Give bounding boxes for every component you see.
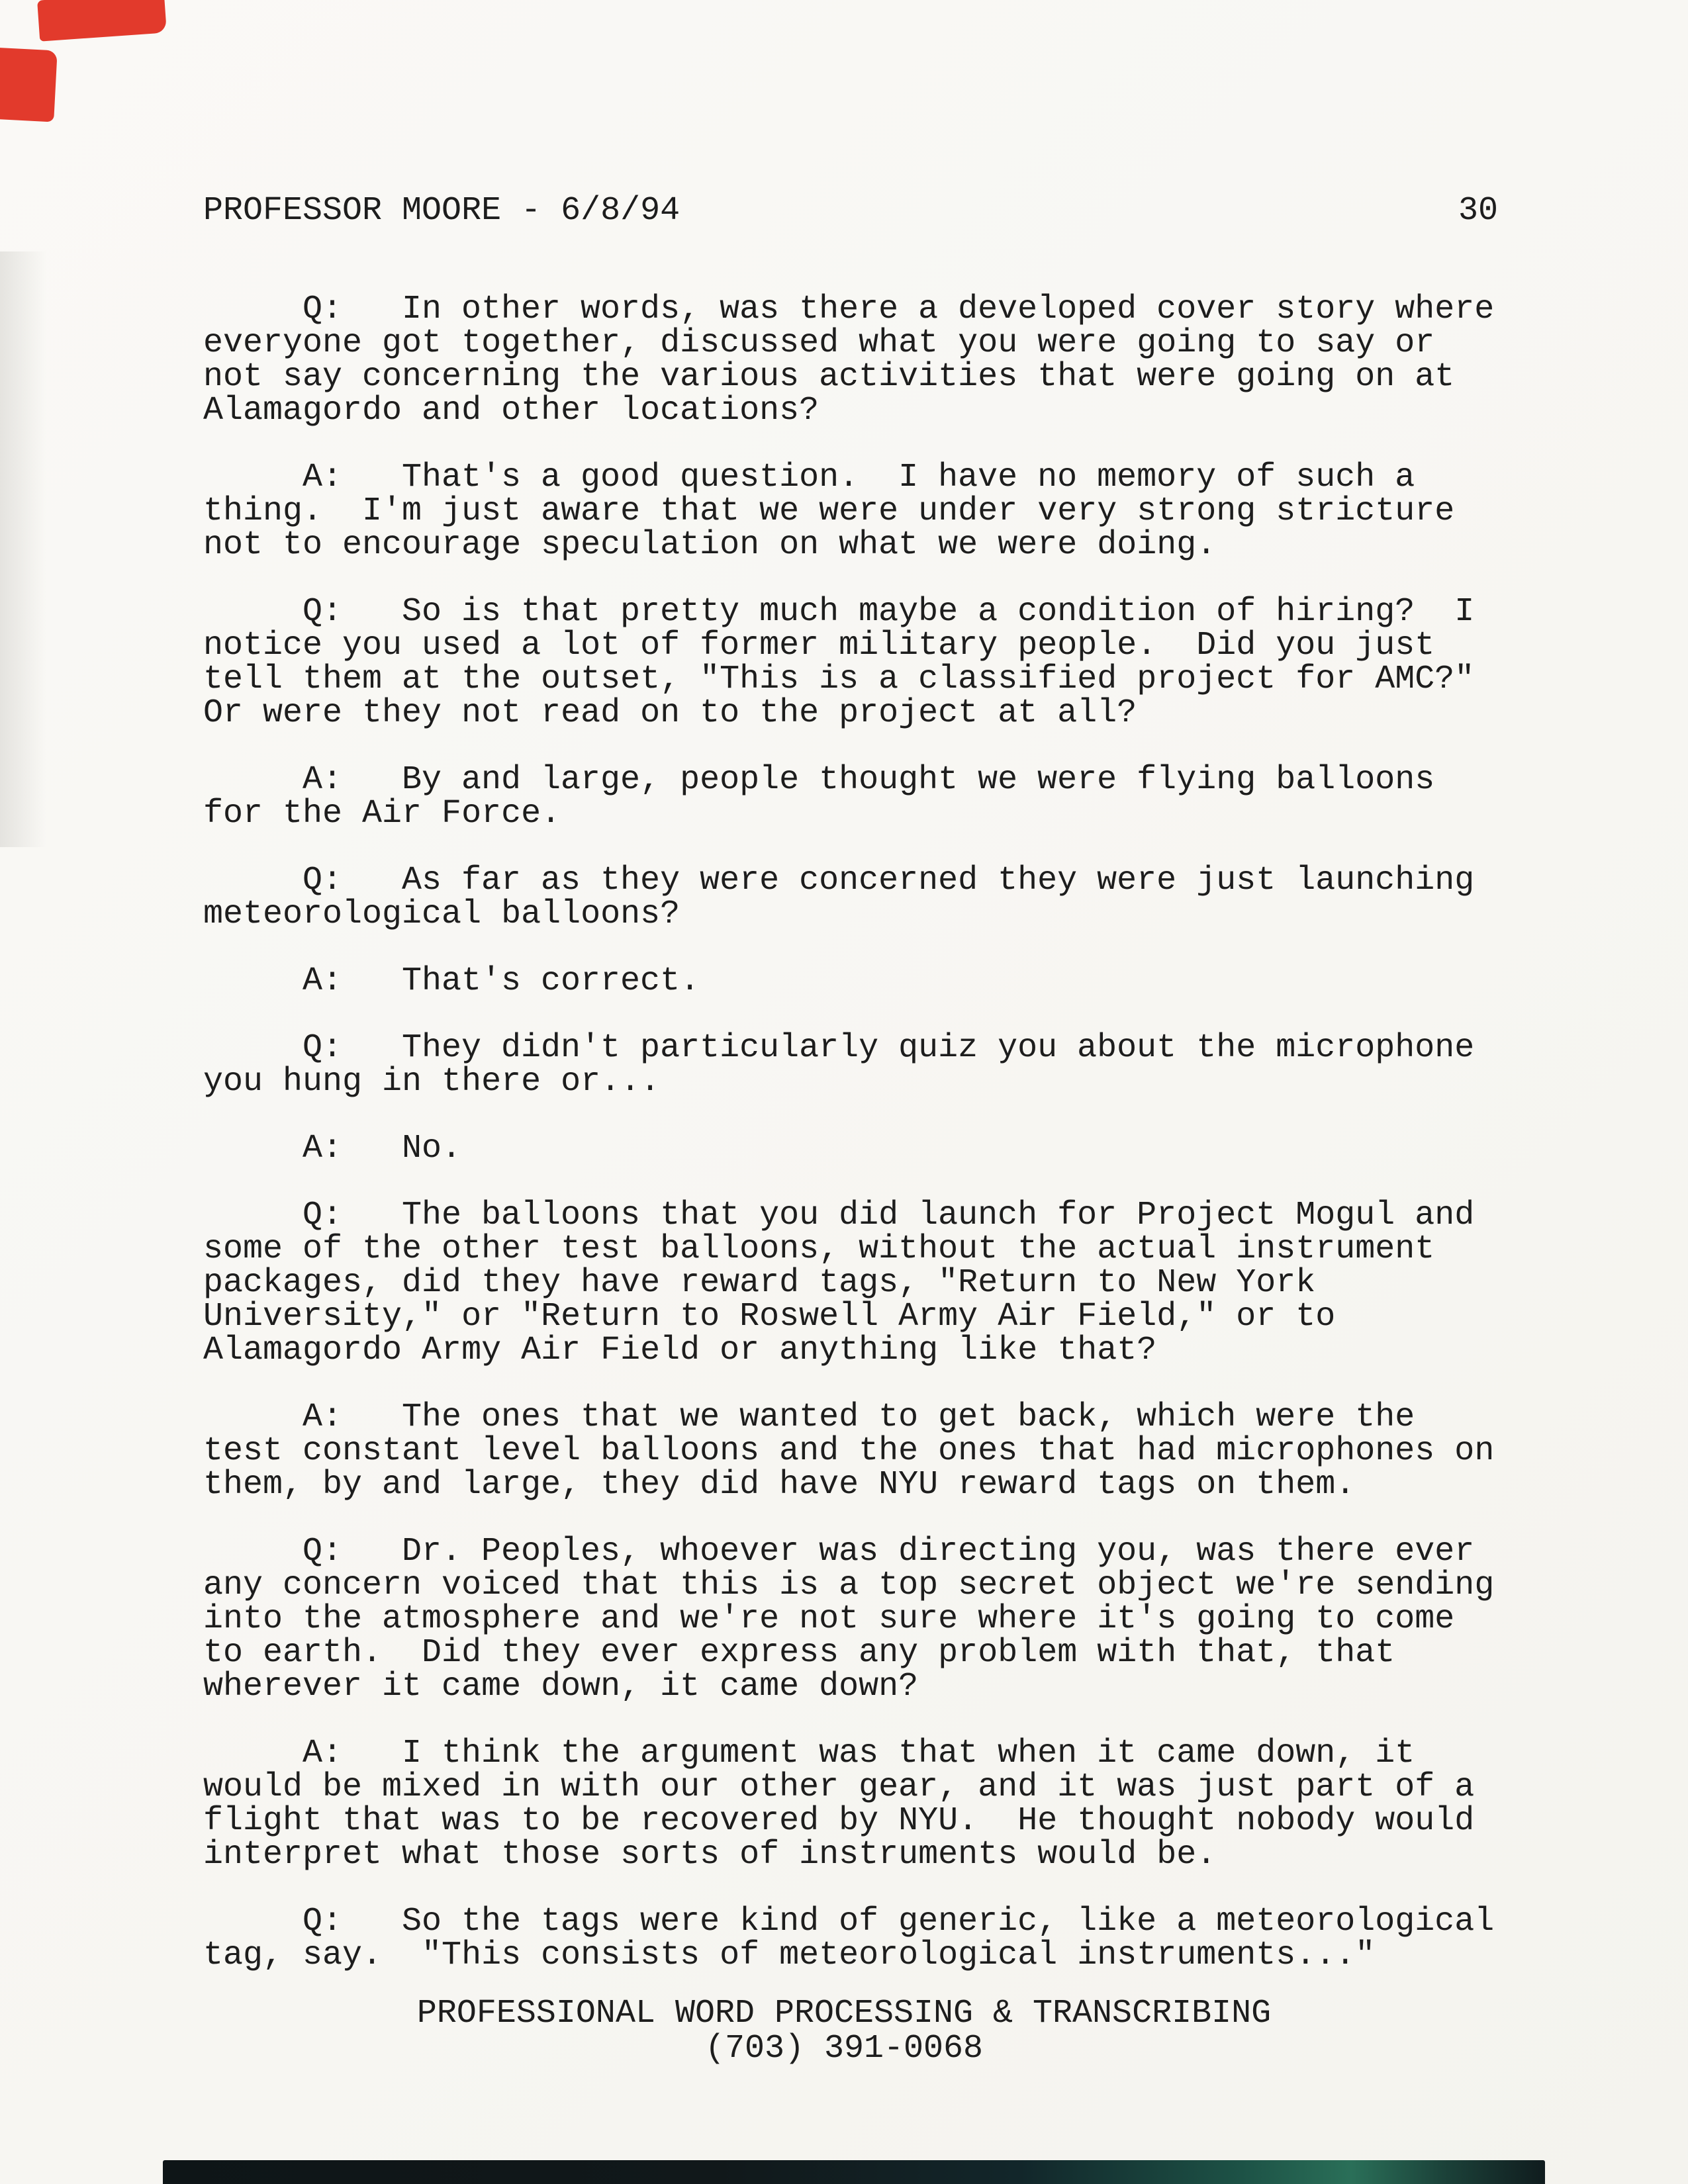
speaker-label: Q: xyxy=(303,593,343,631)
speaker-label: A: xyxy=(303,459,343,496)
paragraph-text: They didn't particularly quiz you about the microphone you hung in there or... xyxy=(203,1029,1495,1101)
speaker-label: Q: xyxy=(303,1903,343,1940)
transcript-paragraph xyxy=(203,1031,1506,1099)
transcript-paragraph xyxy=(203,1199,1506,1367)
paragraph-text: That's a good question. I have no memory of such a thing. I'm just aware that we were under very strong stricture not to encourage speculation on what we were doing. xyxy=(203,459,1475,564)
footer-line2: (703) 391-0068 xyxy=(704,2030,984,2068)
transcript-paragraph xyxy=(203,461,1506,562)
transcript-paragraph xyxy=(203,1533,1515,1706)
paragraph-text: So the tags were kind of generic, like a meteorological tag, say. "This consists of meteorological instruments..." xyxy=(203,1903,1515,1974)
speaker-label: A: xyxy=(303,761,343,799)
transcript-paragraph xyxy=(203,964,1506,998)
transcript-paragraph xyxy=(203,291,1515,430)
paragraph-text: The ones that we wanted to get back, which were the test constant level balloons and the ones that had microphones on them, by and large, they did have NYU reward tags on them. xyxy=(203,1398,1515,1504)
speaker-label: Q: xyxy=(303,862,343,899)
transcript-paragraph xyxy=(203,763,1506,831)
paragraph-text: That's correct. xyxy=(402,962,700,1000)
footer-line1: PROFESSIONAL WORD PROCESSING & TRANSCRIBING xyxy=(416,1995,1272,2032)
page-number: 30 xyxy=(1458,192,1498,230)
speaker-label: A: xyxy=(303,1130,343,1167)
speaker-label: Q: xyxy=(303,1197,343,1234)
speaker-label: Q: xyxy=(303,1029,343,1067)
transcript-paragraph xyxy=(203,1737,1506,1872)
speaker-label: A: xyxy=(303,962,343,1000)
red-ink-mark-left-icon xyxy=(0,48,58,122)
paragraph-text: By and large, people thought we were flying balloons for the Air Force. xyxy=(203,761,1455,833)
paragraph-text: No. xyxy=(402,1130,462,1167)
transcript-paragraph xyxy=(203,1132,1506,1165)
speaker-label: A: xyxy=(303,1735,343,1772)
header-title: PROFESSOR MOORE - 6/8/94 xyxy=(203,192,680,230)
paragraph-text: Dr. Peoples, whoever was directing you, was there ever any concern voiced that this is a top secret object we're sending into the atmosphere and we're not sure where it's going to come to earth. Did they ever express any problem with that, that wherever it came down, it came down? xyxy=(203,1533,1515,1706)
transcript-paragraph xyxy=(203,1398,1515,1504)
transcript-body xyxy=(203,291,1515,1974)
speaker-label: Q: xyxy=(303,1533,343,1570)
paragraph-text: I think the argument was that when it came down, it would be mixed in with our other gear, and it was just part of a flight that was to be recovered by NYU. He thought nobody would interpret what those sorts of instruments would be. xyxy=(203,1735,1495,1874)
page-footer xyxy=(0,1996,1688,2066)
paragraph-text: In other words, was there a developed cover story where everyone got together, discussed what you were going to say or not say concerning the various activities that were going on at Alamagordo and other locations? xyxy=(203,291,1515,430)
speaker-label: A: xyxy=(303,1398,343,1436)
paragraph-text: So is that pretty much maybe a condition of hiring? I notice you used a lot of former military people. Did you just tell them at the outset, "This is a classified project for AMC?" Or were they not read on to the project at all? xyxy=(203,593,1495,732)
scan-smudge xyxy=(0,251,46,847)
paragraph-text: As far as they were concerned they were just launching meteorological balloons? xyxy=(203,862,1495,933)
page-header xyxy=(203,193,1498,229)
red-ink-mark-top-icon xyxy=(37,0,167,42)
speaker-label: Q: xyxy=(303,291,343,328)
transcript-paragraph xyxy=(203,1903,1515,1974)
scanner-edge-bar xyxy=(163,2160,1545,2184)
transcript-paragraph xyxy=(203,595,1506,730)
paragraph-text: The balloons that you did launch for Project Mogul and some of the other test balloons, without the actual instrument packages, did they have reward tags, "Return to New York University," or "Return to Roswell Army Air Field," or to Alamagordo Army Air Field or anything like that? xyxy=(203,1197,1495,1369)
transcript-paragraph xyxy=(203,864,1506,931)
